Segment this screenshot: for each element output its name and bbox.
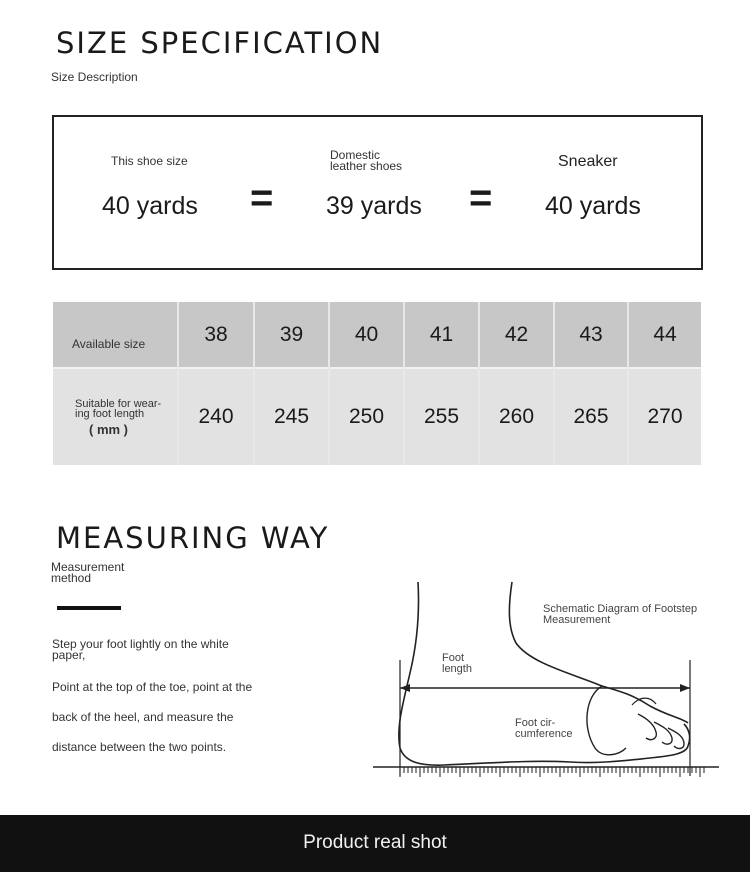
ruler-ticks [400, 767, 704, 777]
spec-title: SIZE SPECIFICATION [56, 26, 384, 60]
circumference-loop [587, 686, 626, 755]
length-cell: 250 [329, 368, 404, 465]
table-row-sizes [53, 302, 701, 368]
section-divider-bar [57, 606, 121, 610]
diagram-title: Schematic Diagram of Footstep Measurement [543, 603, 698, 626]
foot-length-header: Suitable for wear- ing foot length ( mm ) [53, 368, 178, 465]
sneaker-value: 40 yards [545, 192, 641, 220]
footer-text: Product real shot [303, 832, 447, 853]
length-cell: 255 [404, 368, 479, 465]
size-cell: 40 [329, 302, 404, 368]
size-cell: 42 [479, 302, 554, 368]
domestic-label: Domestic leather shoes [330, 148, 403, 173]
step-instruction: Step your foot lightly on the white paper, [52, 637, 229, 662]
table-row-lengths [53, 368, 701, 465]
length-cell: 265 [554, 368, 628, 465]
arrow-right-head [680, 684, 690, 692]
domestic-value: 39 yards [326, 192, 422, 220]
toe-3 [668, 728, 684, 748]
size-cell: 44 [628, 302, 701, 368]
instruction-line-3: distance between the two points. [52, 740, 227, 754]
this-shoe-size-value: 40 yards [102, 192, 198, 220]
size-cell: 41 [404, 302, 479, 368]
measuring-subtitle: Measurement method [51, 560, 125, 585]
length-cell: 260 [479, 368, 554, 465]
measuring-title: MEASURING WAY [56, 521, 330, 555]
instruction-line-1: Point at the top of the toe, point at the [52, 680, 253, 694]
instruction-line-2: back of the heel, and measure the [52, 710, 234, 724]
size-cell: 38 [178, 302, 254, 368]
size-table [53, 302, 701, 465]
spec-subtitle: Size Description [51, 70, 138, 84]
length-cell: 245 [254, 368, 329, 465]
equals-sign-1: = [250, 176, 274, 220]
this-shoe-size-label: This shoe size [111, 154, 188, 168]
toe-1 [638, 714, 656, 740]
length-cell: 240 [178, 368, 254, 465]
heel-outline [399, 582, 445, 765]
size-cell: 39 [254, 302, 329, 368]
foot-length-label: Foot length [442, 652, 472, 675]
foot-circumference-label: Foot cir- cumference [515, 717, 573, 740]
available-size-header: Available size [53, 302, 178, 368]
instep-outline [509, 582, 602, 686]
length-cell: 270 [628, 368, 701, 465]
equals-sign-2: = [469, 176, 493, 220]
sneaker-label: Sneaker [558, 153, 618, 170]
size-cell: 43 [554, 302, 628, 368]
